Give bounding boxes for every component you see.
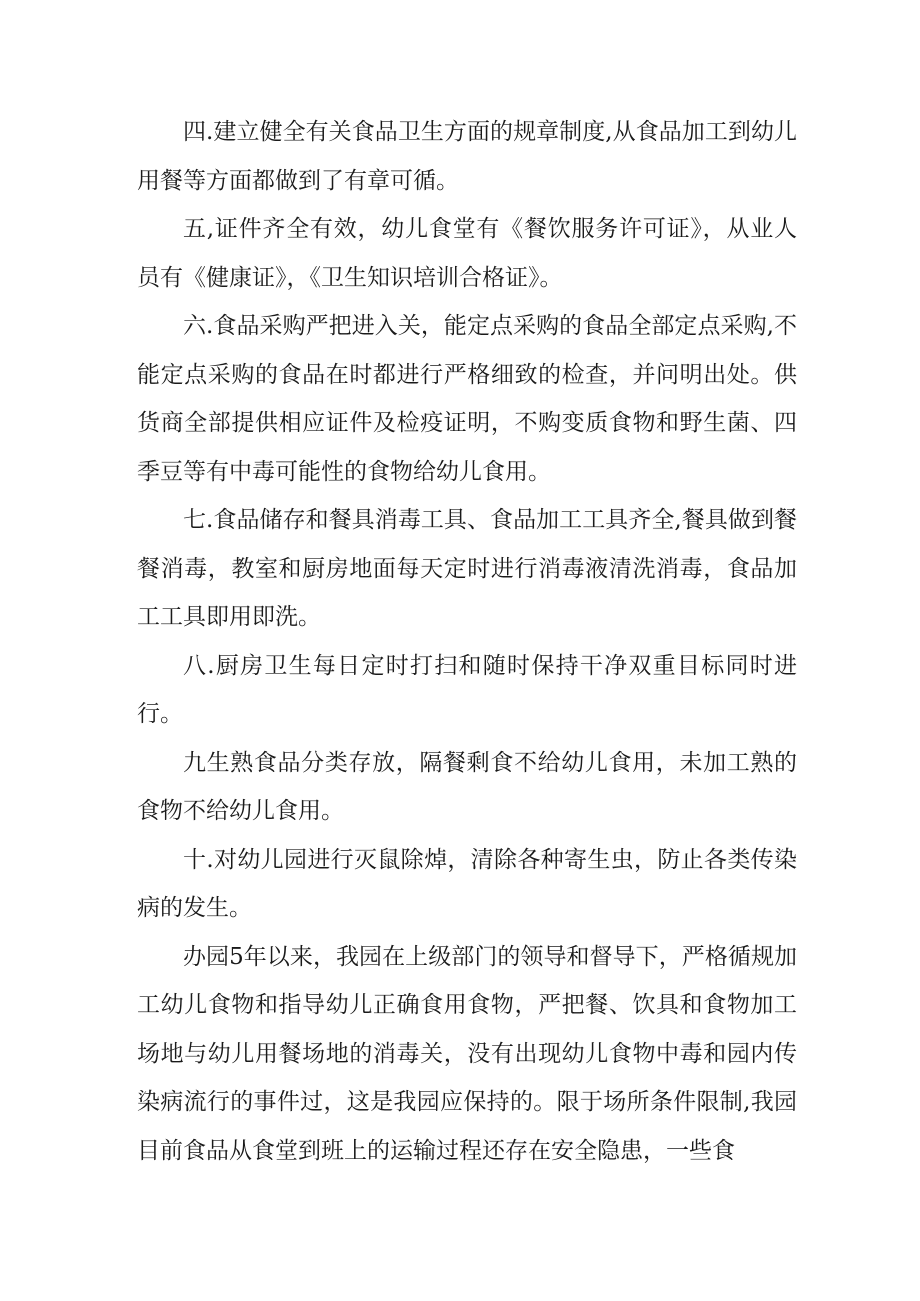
paragraph-5: 五,证件齐全有效，幼儿食堂有《餐饮服务许可证》，从业人员有《健康证》，《卫生知识培训合格证》。 (137, 216, 797, 291)
paragraph-6: 六.食品采购严把进入关，能定点采购的食品全部定点采购,不能定点采购的食品在时都进行严格细致的检查，并问明出处。供货商全部提供相应证件及检疫证明，不购变质食物和野生菌、四季豆等有中毒可能性的食物给幼儿食用。 (137, 313, 797, 485)
paragraph-7: 七.食品储存和餐具消毒工具、食品加工工具齐全,餐具做到餐餐消毒，教室和厨房地面每天定时进行消毒液清洗消毒，食品加工工具即用即洗。 (137, 507, 797, 630)
paragraph-8: 八.厨房卫生每日定时打扫和随时保持干净双重目标同时进行。 (137, 652, 797, 727)
paragraph-4: 四.建立健全有关食品卫生方面的规章制度,从食品加工到幼儿用餐等方面都做到了有章可循。 (137, 119, 797, 194)
document-body (137, 108, 797, 1175)
paragraph-summary: 办园5年以来，我园在上级部门的领导和督导下，严格循规加工幼儿食物和指导幼儿正确食用食物，严把餐、饮具和食物加工场地与幼儿用餐场地的消毒关，没有出现幼儿食物中毒和园内传染病流行的事件过，这是我园应保持的。限于场所条件限制,我园目前食品从食堂到班上的运输过程还存在安全隐患，一些食 (137, 943, 797, 1164)
paragraph-10: 十.对幼儿园进行灭鼠除焯，清除各种寄生虫，防止各类传染病的发生。 (137, 846, 797, 921)
paragraph-9: 九生熟食品分类存放，隔餐剩食不给幼儿食用，未加工熟的食物不给幼儿食用。 (137, 749, 797, 824)
